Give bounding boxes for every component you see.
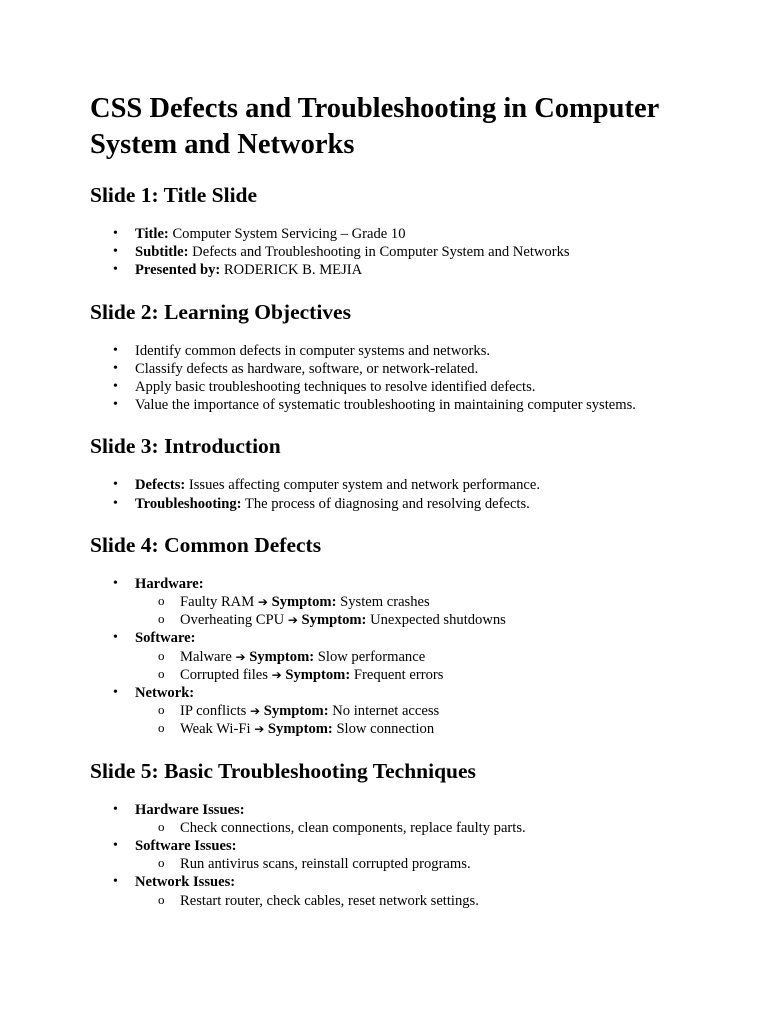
symptom-label: Symptom: [249,648,315,665]
list-item [113,575,708,630]
item-text: Defects and Troubleshooting in Computer System and Networks [192,244,570,261]
defect-text: IP conflicts [180,703,247,720]
group-label: Hardware: [135,575,204,592]
symptom-label: Symptom: [285,666,351,683]
slide-5-list [90,801,708,910]
arrow-icon: ➔ [254,722,265,737]
sub-bullet-icon: o [158,720,165,736]
bullet-icon: • [113,838,118,854]
sub-bullet-icon: o [158,702,165,718]
arrow-icon: ➔ [257,595,268,610]
group-label: Network: [135,685,195,702]
sub-bullet-icon: o [158,593,165,609]
sub-list-item [158,665,708,684]
group-label: Software Issues: [135,838,237,855]
symptom-text: Unexpected shutdowns [370,612,506,629]
symptom-text: System crashes [340,594,430,611]
document-title: CSS Defects and Troubleshooting in Computer System and Networks [90,93,659,160]
slide-4-heading: Slide 4: Common Defects [90,532,322,557]
bullet-icon: • [113,262,118,278]
sub-bullet-icon: o [158,891,165,907]
symptom-label: Symptom: [271,594,337,611]
group-label: Network Issues: [135,874,236,891]
item-text: Identify common defects in computer systems and networks. [135,342,491,359]
list-item [113,396,708,414]
group-label: Hardware Issues: [135,801,245,818]
list-item [113,476,708,494]
list-item [113,629,708,684]
item-label: Defects: [135,477,186,494]
bullet-icon: • [113,342,118,358]
sub-list-item [158,611,708,629]
slide-2-list [90,342,708,415]
sub-list-item [158,855,708,873]
list-item [113,873,708,909]
bullet-icon: • [113,397,118,413]
arrow-icon: ➔ [250,704,261,719]
sub-list-item [158,702,708,720]
symptom-label: Symptom: [267,721,333,738]
sub-bullet-icon: o [158,818,165,834]
sub-bullet-icon: o [158,665,165,681]
item-text: Apply basic troubleshooting techniques to resolve identified defects. [135,379,536,396]
bullet-icon: • [113,226,118,241]
bullet-icon: • [113,360,118,376]
list-item [113,801,708,837]
arrow-icon: ➔ [271,667,282,682]
defect-text: Malware [180,648,232,665]
bullet-icon: • [113,477,118,493]
list-item [113,225,708,243]
arrow-icon: ➔ [235,649,246,664]
sub-list-item [158,891,708,910]
item-label: Presented by: [135,262,221,279]
list-item [113,378,708,396]
item-label: Subtitle: [135,244,189,261]
sub-bullet-icon: o [158,855,165,871]
list-item [113,495,708,513]
sub-list [135,819,708,837]
bullet-icon: • [113,495,118,511]
item-text: Issues affecting computer system and network performance. [188,477,540,494]
defect-text: Faulty RAM [180,594,255,611]
symptom-text: Slow performance [317,648,426,665]
slide-4-list [90,575,708,739]
defect-text: Weak Wi-Fi [180,721,251,738]
list-item [113,342,708,360]
item-label: Troubleshooting: [135,495,242,512]
sub-list-item [158,593,708,611]
bullet-icon: • [113,685,118,701]
bullet-icon: • [113,801,118,817]
item-text: Computer System Servicing – Grade 10 [172,226,406,242]
symptom-text: No internet access [332,703,440,720]
slide-3-heading: Slide 3: Introduction [90,434,281,459]
list-item [113,243,708,261]
sub-list-item [158,647,708,666]
symptom-label: Symptom: [263,703,329,720]
slide-1-list [90,225,708,280]
symptom-label: Symptom: [301,612,367,629]
bullet-icon: • [113,379,118,395]
sub-list-item [158,720,708,738]
item-text: The process of diagnosing and resolving defects. [244,495,530,512]
slide-3-list [90,476,708,512]
item-text: Value the importance of systematic troubleshooting in maintaining computer systems. [135,397,636,414]
list-item [113,360,708,378]
sub-list [135,702,708,738]
list-item [113,837,708,873]
sub-list [135,593,708,629]
sub-bullet-icon: o [158,611,165,627]
item-text: Classify defects as hardware, software, or network-related. [135,360,479,377]
technique-text: Check connections, clean components, replace faulty parts. [180,819,526,836]
sub-list [135,855,708,873]
defect-text: Corrupted files [180,666,268,683]
slide-5-heading: Slide 5: Basic Troubleshooting Techniques [90,758,476,783]
bullet-icon: • [113,575,118,591]
slide-1-heading: Slide 1: Title Slide [90,183,258,207]
sub-bullet-icon: o [158,647,165,663]
arrow-icon: ➔ [287,613,298,628]
list-item [113,684,708,739]
bullet-icon: • [113,874,118,890]
technique-text: Restart router, check cables, reset network settings. [180,892,479,909]
sub-list [135,648,708,684]
defect-text: Overheating CPU [180,612,285,629]
sub-list [135,892,708,910]
symptom-text: Slow connection [336,721,435,738]
symptom-text: Frequent errors [353,666,444,683]
slide-2-heading: Slide 2: Learning Objectives [90,299,351,324]
group-label: Software: [135,630,196,647]
item-text: RODERICK B. MEJIA [223,262,363,279]
list-item [113,261,708,279]
bullet-icon: • [113,630,118,646]
sub-list-item [158,818,708,837]
technique-text: Run antivirus scans, reinstall corrupted programs. [180,856,471,873]
bullet-icon: • [113,244,118,260]
item-label: Title: [135,226,169,242]
